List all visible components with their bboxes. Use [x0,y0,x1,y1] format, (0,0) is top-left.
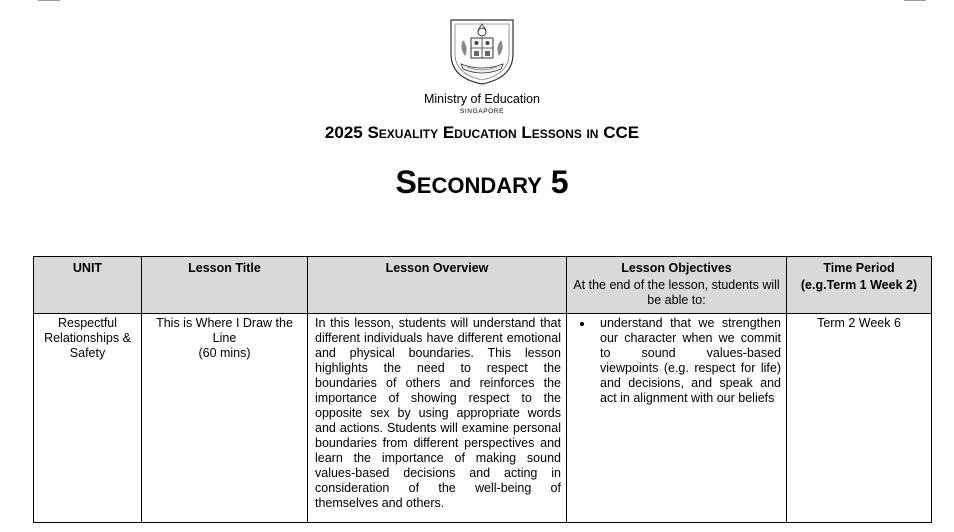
cell-unit: Respectful Relationships & Safety [34,314,142,523]
lesson-table [33,256,932,523]
header-lesson-overview: Lesson Overview [308,257,567,314]
header-time-period: Time Period (e.g.Term 1 Week 2) [787,257,932,314]
header-objectives-subtitle: At the end of the lesson, students will be able to: [573,278,780,307]
header-lesson-objectives: Lesson Objectives At the end of the lesson, students will be able to: [567,257,787,314]
table-row [34,314,932,523]
header-unit: UNIT [34,257,142,314]
document-title: 2025 Sexuality Education Lessons in CCE [324,123,640,142]
ministry-name: Ministry of Education [423,92,541,106]
objective-item: • understand that we strengthen our character when we commit to sound values-based viewpoints (e.g. respect for life) and decisions, and speak and act in alignment with our beliefs [594,316,781,406]
cell-time-period: Term 2 Week 6 [787,314,932,523]
page-corner-mark-left [38,0,60,3]
cell-lesson-objectives [567,314,787,523]
table-header-row [34,257,932,314]
header-period-example: (e.g.Term 1 Week 2) [800,278,918,292]
page-corner-mark-right [904,0,926,3]
level-title: Secondary 5 [395,164,569,200]
cell-lesson-overview: In this lesson, students will understand that different individuals have different emotional and physical boundaries. This lesson highlights the need to respect the boundaries of others and reinforces the importance of showing respect to the opposite sex by using appropriate words and actions. Students will examine personal boundaries from different perspectives and learn the importance of making sound values-based decisions and acting in consideration of the well-being of themselves and others. [308,314,567,523]
moe-crest-logo [449,18,515,86]
cell-lesson-title [142,314,308,523]
lesson-title: This is Where I Draw the Line [156,316,293,345]
header-lesson-title: Lesson Title [142,257,308,314]
ministry-country: SINGAPORE [459,108,505,115]
lesson-duration: (60 mins) [198,346,251,360]
